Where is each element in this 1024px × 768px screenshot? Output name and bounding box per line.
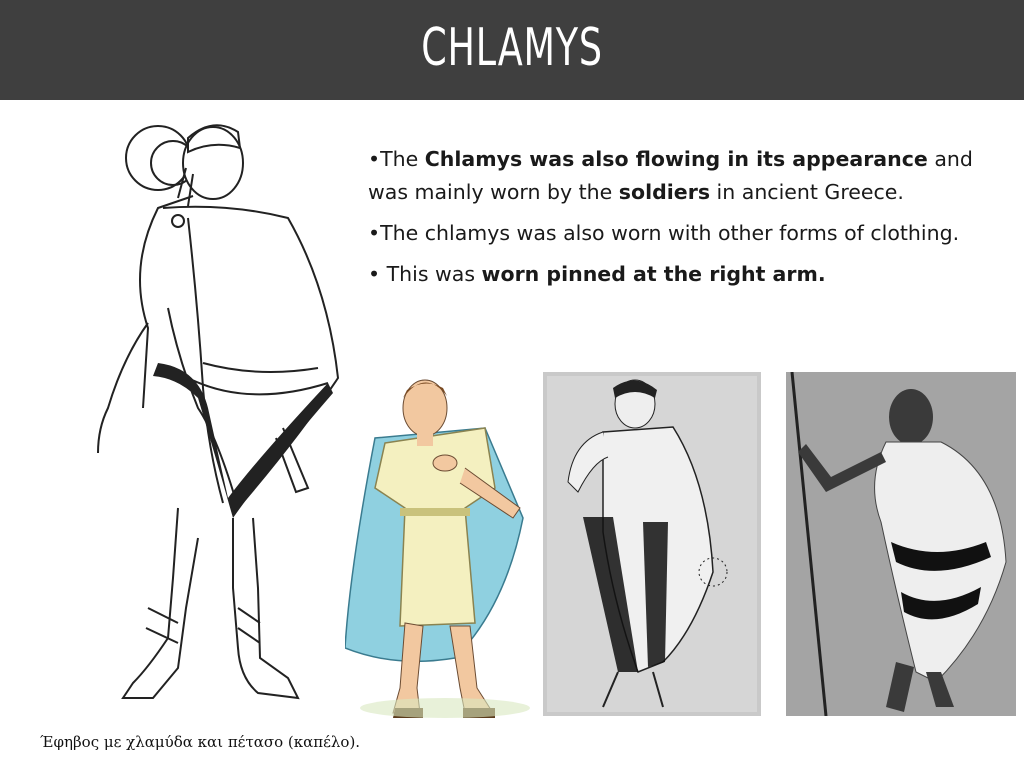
colored-chlamys-figure — [345, 368, 540, 723]
bullet-item-2: •The chlamys was also worn with other forms of clothing. — [368, 221, 960, 245]
ephebe-line-drawing — [28, 108, 358, 730]
bullet-list — [368, 143, 1008, 299]
slide-title: CHLAMYS — [421, 18, 603, 78]
illustration-caption: Έφηβος με χλαμύδα και πέτασο (καπέλο). — [40, 733, 361, 751]
bullet-item-3: • This was worn pinned at the right arm. — [368, 262, 826, 286]
bullet-item-1: •The Chlamys was also flowing in its appearance and was mainly worn by the soldiers in ancient Greece. — [368, 147, 973, 204]
photo-man-with-spear — [786, 372, 1016, 716]
vase-painting-figure — [543, 372, 761, 716]
